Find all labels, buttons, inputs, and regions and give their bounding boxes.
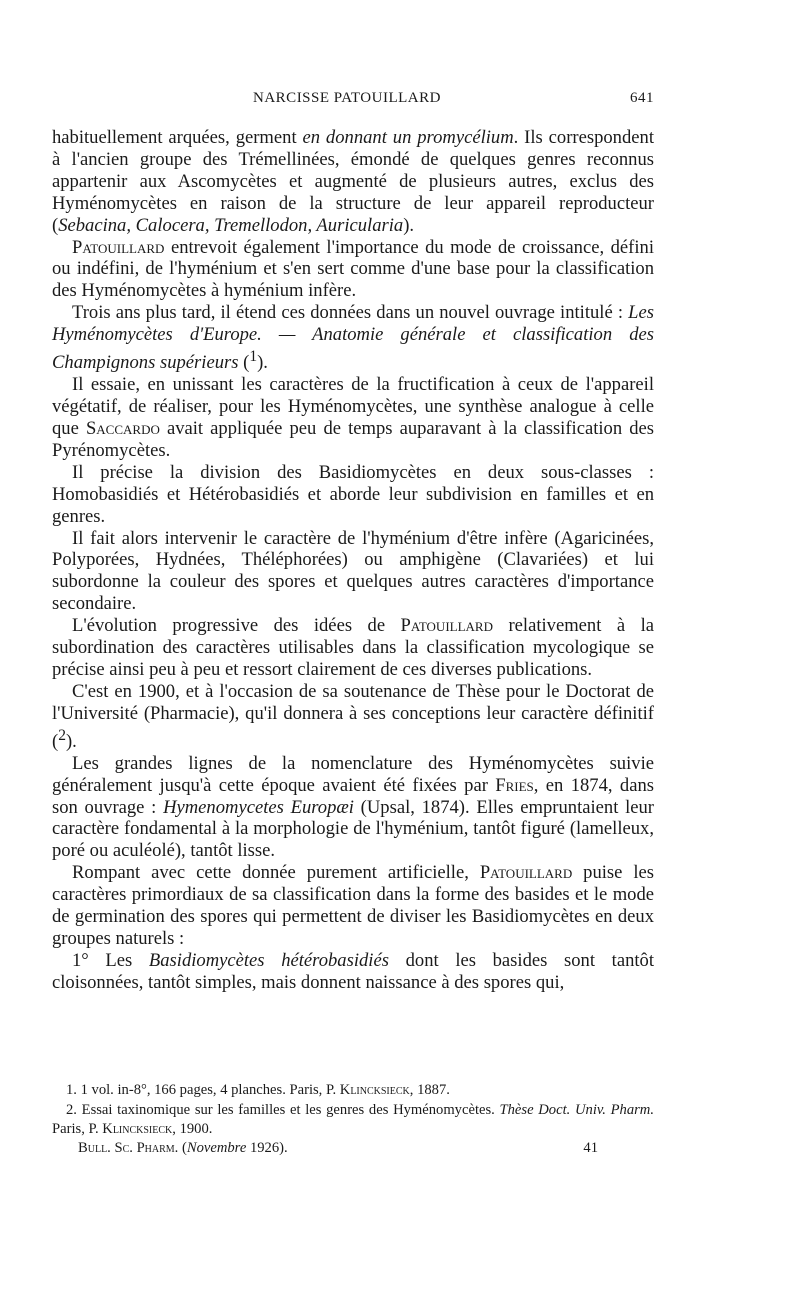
author-name: Saccardo <box>85 417 160 439</box>
paragraph-9 <box>52 753 654 863</box>
text-run: entrevoit également l'importance du mode de croissance, défini ou indéfini, de l'hyménium et s'en sert comme d'une base pour la classification des Hyménomycètes à hyménium infère. <box>52 236 654 302</box>
footnotes <box>52 1081 654 1140</box>
publisher-name: Klincksieck <box>339 1082 410 1098</box>
text-run: Il essaie, en unissant les caractères de la fructification à ceux de l'appareil végétatif, de réaliser, pour les Hyménomycètes, une synthèse analogue à celle que <box>52 374 654 439</box>
text-run: dont les basides sont tantôt cloisonnées, tantôt simples, mais donnent naissance à des spores qui, <box>52 949 654 993</box>
main-text <box>52 127 654 994</box>
author-name: Patouillard <box>400 615 493 637</box>
text-run: ). <box>257 352 268 374</box>
book-title: Hymenomycetes Europæi <box>163 796 354 818</box>
text-run: Bull. Sc. <box>78 1140 137 1156</box>
text-run: relativement à la subordination des caractères utilisables dans la classification mycologique se précise ainsi peu à peu et ressort clairement de ces diverses publications. <box>52 615 654 680</box>
text-run: L'évolution progressive des idées de <box>72 615 401 637</box>
paragraph-1 <box>52 127 654 237</box>
author-name: Patouillard <box>72 236 165 258</box>
text-run: Pharm. <box>136 1140 179 1156</box>
text-run: 2. Essai taxinomique sur les familles et les genres des Hyménomycètes. <box>66 1101 500 1118</box>
running-title: NARCISSE PATOUILLARD <box>253 90 441 106</box>
text-run: ). <box>403 214 415 236</box>
footnote-1 <box>52 1081 654 1101</box>
text-run: , en 1874, dans son ouvrage : <box>52 774 654 818</box>
signature-number: 41 <box>583 1140 598 1156</box>
italic-run: Thèse Doct. Univ. Pharm. <box>499 1101 654 1118</box>
italic-genera: Sebacina, Calocera, Tremellodon, Auricularia <box>58 214 404 236</box>
journal-reference <box>78 1140 288 1157</box>
italic-run: Novembre <box>186 1140 247 1156</box>
text-run: Paris, P. <box>52 1121 103 1137</box>
list-number: 1° <box>72 949 89 971</box>
italic-term: Basidiomycètes hétérobasidiés <box>148 949 389 971</box>
text-run: Les <box>88 949 149 971</box>
text-run: ( <box>178 1140 187 1156</box>
running-header <box>40 90 654 114</box>
paragraph-3 <box>52 302 654 374</box>
text-run: , 1887. <box>409 1082 450 1098</box>
text-run: 1926). <box>246 1140 288 1156</box>
text-run: Les grandes lignes de la nomenclature des Hyménomycètes suivie généralement jusqu'à cette époque avaient été fixées par <box>52 752 654 796</box>
text-run: C'est en 1900, et à l'occasion de sa soutenance de Thèse pour le Doctorat de l'Université (Pharmacie), qu'il donnera à ses conceptions leur caractère définitif ( <box>52 680 654 752</box>
text-run: Rompant avec cette donnée purement artificielle, <box>72 862 480 884</box>
text-run: (Upsal, 1874). Elles empruntaient leur caractère fondamental à la morphologie de l'hyménium, tantôt figuré (lamelleux, poré ou aculéolé), tantôt lisse. <box>52 796 655 862</box>
page-number: 641 <box>630 90 654 106</box>
text-run: 1. 1 vol. in-8°, 166 pages, 4 planches. Paris, P. <box>66 1082 340 1098</box>
italic-run: en donnant un promycélium <box>302 127 514 148</box>
paragraph-2 <box>52 237 654 303</box>
book-title: Les Hyménomycètes d'Europe. — Anatomie générale et classification des Champignons supérieurs <box>52 302 654 374</box>
footnote-2 <box>52 1101 654 1140</box>
footnote-ref-2: 2 <box>58 726 66 744</box>
text-run: ( <box>238 352 250 374</box>
author-name: Fries <box>495 774 534 796</box>
author-name: Patouillard <box>479 862 573 884</box>
paragraph-8 <box>52 681 654 753</box>
text-run: habituellement arquées, germent <box>52 127 303 148</box>
paragraph-5: Il précise la division des Basidiomycètes en deux sous-classes : Homobasidiés et Hétérobasidiés et aborde leur subdivision en familles et en genres. <box>52 461 654 527</box>
text-run: ). <box>65 730 77 752</box>
paragraph-4 <box>52 374 654 462</box>
text-run: Trois ans plus tard, il étend ces données dans un nouvel ouvrage intitulé : <box>72 302 629 324</box>
paragraph-7 <box>52 615 654 681</box>
paragraph-6: Il fait alors intervenir le caractère de l'hyménium d'être infère (Agaricinées, Polyporées, Hydnées, Théléphorées) ou amphigène (Clavariées) et lui subordonne la couleur des spores et quelques autres caractères d'importance secondaire. <box>52 527 654 615</box>
paragraph-10 <box>52 862 654 950</box>
page-footer <box>78 1140 598 1162</box>
footnote-ref-1: 1 <box>249 348 258 366</box>
text-run: avait appliquée peu de temps auparavant à la classification des Pyrénomycètes. <box>52 417 654 461</box>
text-run: . Ils correspondent à l'ancien groupe des Trémellinées, émondé de quelques genres reconnus appartenir aux Ascomycètes et augmenté de plusieurs autres, exclus des Hyménomycètes en raison de la structure de leur appareil reproducteur ( <box>52 127 654 236</box>
text-run: , 1900. <box>172 1121 213 1137</box>
paragraph-11 <box>52 950 654 994</box>
text-run: puise les caractères primordiaux de sa classification dans la forme des basides et le mode de germination des spores qui permettent de diviser les Basidiomycètes en deux groupes naturels : <box>52 862 654 949</box>
publisher-name: Klincksieck <box>102 1121 173 1137</box>
